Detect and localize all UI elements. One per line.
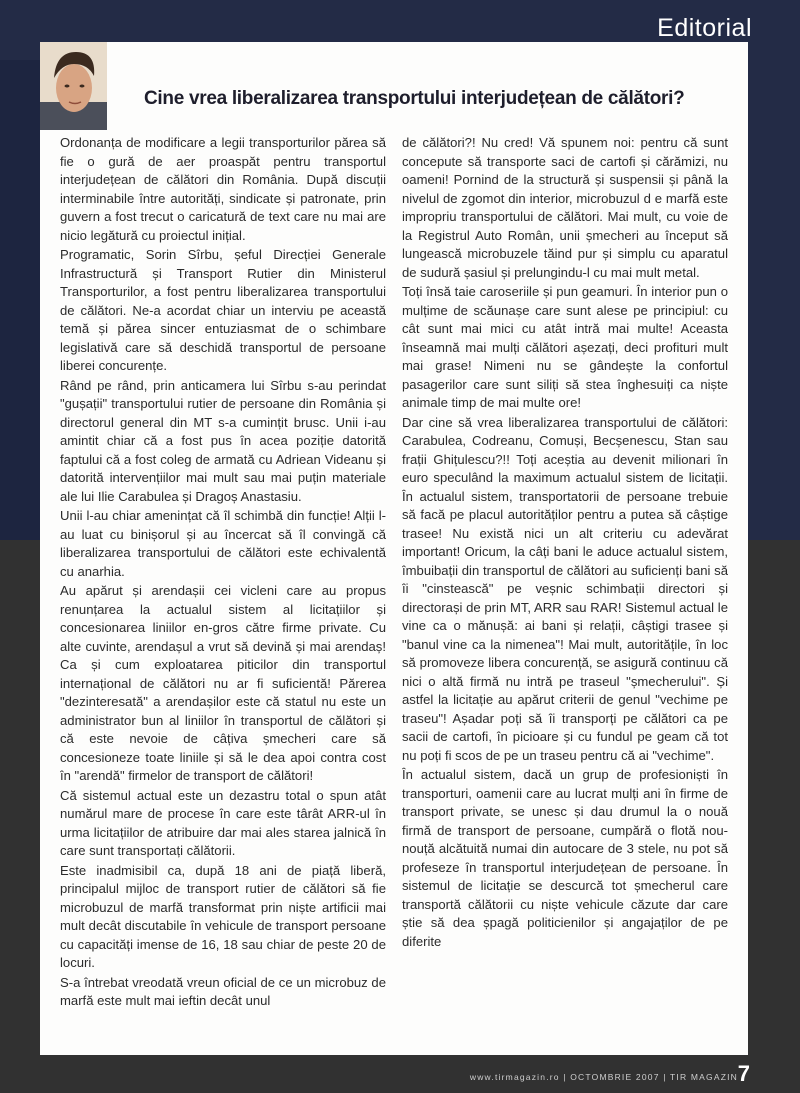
author-portrait-icon (40, 42, 107, 130)
author-photo (40, 42, 107, 130)
paragraph: Au apărut și arendașii cei vicleni care au propus renunțarea la actualul sistem al licitațiilor și concesionarea liniilor en-gros către firme private. Cu alte cuvinte, arendașul a vrut să devină și mai arendaș! Ca și cum exploatarea piticilor din transportul internațional de călători nu ar fi suficientă! Părerea "dezinteresată" a arendașilor este că statul nu este un administrator bun al liniilor în transportul de călători și că este nevoie de câțiva șmecheri care să concesioneze toate liniile și să le dea apoi contra cost în "arendă" firmelor de transport de călători! (60, 583, 386, 783)
article-column-left (60, 134, 386, 1054)
paragraph: S-a întrebat vreodată vreun oficial de ce un microbuz de marfă este mult mai ieftin decât unul (60, 974, 386, 1008)
paragraph: de călători?! Nu cred! Vă spunem noi: pentru că sunt concepute să transporte saci de cartofi și cărămizi, nu oameni! Pornind de la structură și suspensii și până la nivelul de zgomot din interior, microbuzul d e marfă este impropriu transportului de călători. Mai mult, cu voie de la Registrul Auto Român, unii șmecheri au început să lungească microbuzele tăind pur și simplu cu aparatul de sudură șasiul și prelungindu-l cu mai mult metal. (402, 135, 728, 280)
paragraph: Este inadmisibil ca, după 18 ani de piață liberă, principalul mijloc de transport rutier de călători să fie microbuzul de marfă transformat prin niște artificii mai mult decât discutabile în vehicule de transport persoane cu capacități imense de 16, 18 sau chiar de peste 20 de locuri. (60, 862, 386, 970)
paragraph: Toți însă taie caroseriile și pun geamuri. În interior pun o mulțime de scăunașe care sunt alese pe principiul: cu cât sunt mai mici cu atât intră mai multe! Aceasta înseamnă mai mulți călători așezați, deci profituri mult mai grase! Nimeni nu se gândește la confortul pasagerilor care sunt siliți să stea înghesuiți ca niște animale timp de mai multe ore! (402, 284, 728, 410)
page-footer: www.tirmagazin.ro | OCTOMBRIE 2007 | TIR MAGAZIN (469, 1072, 738, 1082)
article-headline: Cine vrea liberalizarea transportului interjudețean de călători? (144, 88, 685, 109)
paragraph: Ordonanța de modificare a legii transporturilor părea să fie o gură de aer proaspăt pentru transportul interjudețean de călători din România. După discuții interminabile între autorități, sindicate și patronate, prin guvern a fost trecut o caricatură de text care nu mai are nicio legătură cu proiectul inițial. (60, 135, 386, 243)
article-page (40, 42, 748, 1055)
paragraph: Rând pe rând, prin anticamera lui Sîrbu s-au perindat "gușații" transportului rutier de persoane din România și directorul general din MT s-a cumințit brusc. Unii i-au amintit chiar că a fost pus în acea poziție datorită faptului că a fost coleg de armată cu Adriean Videanu și datorită intervențiilor mai mult sau mai puțin materiale ale lui Ilie Carabulea și Dragoș Anastasiu. (60, 377, 386, 504)
page-number: 7 (737, 1061, 750, 1086)
paragraph: În actualul sistem, dacă un grup de profesioniști în transporturi, oamenii care au lucrat mulți ani în firme de transport private, se unesc și dau drumul la o nouă firmă de transport de persoane, cumpără o flotă nou-nouță alcătuită numai din autocare de 3 stele, nu pot să profeseze în transportul interjudețean de persoane. În sistemul de licitație se descurcă tot șmecherul care transportă călătorii cu niște vehicule căzute dar care știe să dea șpagă politicienilor și angajaților de pe diferite (402, 767, 728, 949)
section-label: Editorial (657, 14, 752, 42)
article-column-right (402, 134, 728, 1054)
paragraph: Dar cine să vrea liberalizarea transportului de călători: Carabulea, Codreanu, Comuși, Becșenescu, Stan sau frații Ghițulescu?!! Toți aceștia au devenit milionari în euro speculând la maximum actualul sistem de licitații. În actualul sistem, transportatorii de persoane trebuie să facă pe placul autorităților pentru a putea să câștige trasee! Nu există nici un alt criteriu cu adevărat important! Oricum, la câți bani le aduce actualul sistem, îmbuibații din transportul de călători au suficienți bani să îi "cinstească" pe veșnic schimbații directori și directorași de prin MT, ARR sau RAR! Sistemul actual le vine ca o mănușă: ai bani și relații, câștigi trasee și "banul vine ca la nimenea"! Mai mult, autoritățile, în loc să promoveze libera concurență, se asigură continuu că nici o altă firmă nu intră pe traseul "șmecherului". Și astfel la licitație au apărut criterii de genul "vechime pe traseu"! Așadar poți să îi transporți pe călători ca pe sacii de cartofi, în picioare și cu fundul pe geam că tot nu poți fi scos de pe un traseu pentru că ai "vechime". (402, 414, 728, 763)
paragraph: Că sistemul actual este un dezastru total o spun atât numărul mare de procese în care este târât ARR-ul în urma licitațiilor de atribuire dar mai ales starea jalnică în care sunt transportați călătorii. (60, 787, 386, 858)
paragraph: Programatic, Sorin Sîrbu, șeful Direcției Generale Infrastructură și Transport Rutier din Ministerul Transporturilor, a fost pentru liberalizarea transportului de călători. Ne-a acordat chiar un interviu pe această temă și părea sincer entuziasmat de o schimbare legislativă care să deschidă transportul de persoane liberei concurențe. (60, 247, 386, 373)
paragraph: Unii l-au chiar amenințat că îl schimbă din funcție! Alții l-au luat cu binișorul și au încercat să îl convingă că liberalizarea transportului de călători este echivalentă cu anarhia. (60, 508, 386, 579)
background-stripe (0, 60, 40, 540)
